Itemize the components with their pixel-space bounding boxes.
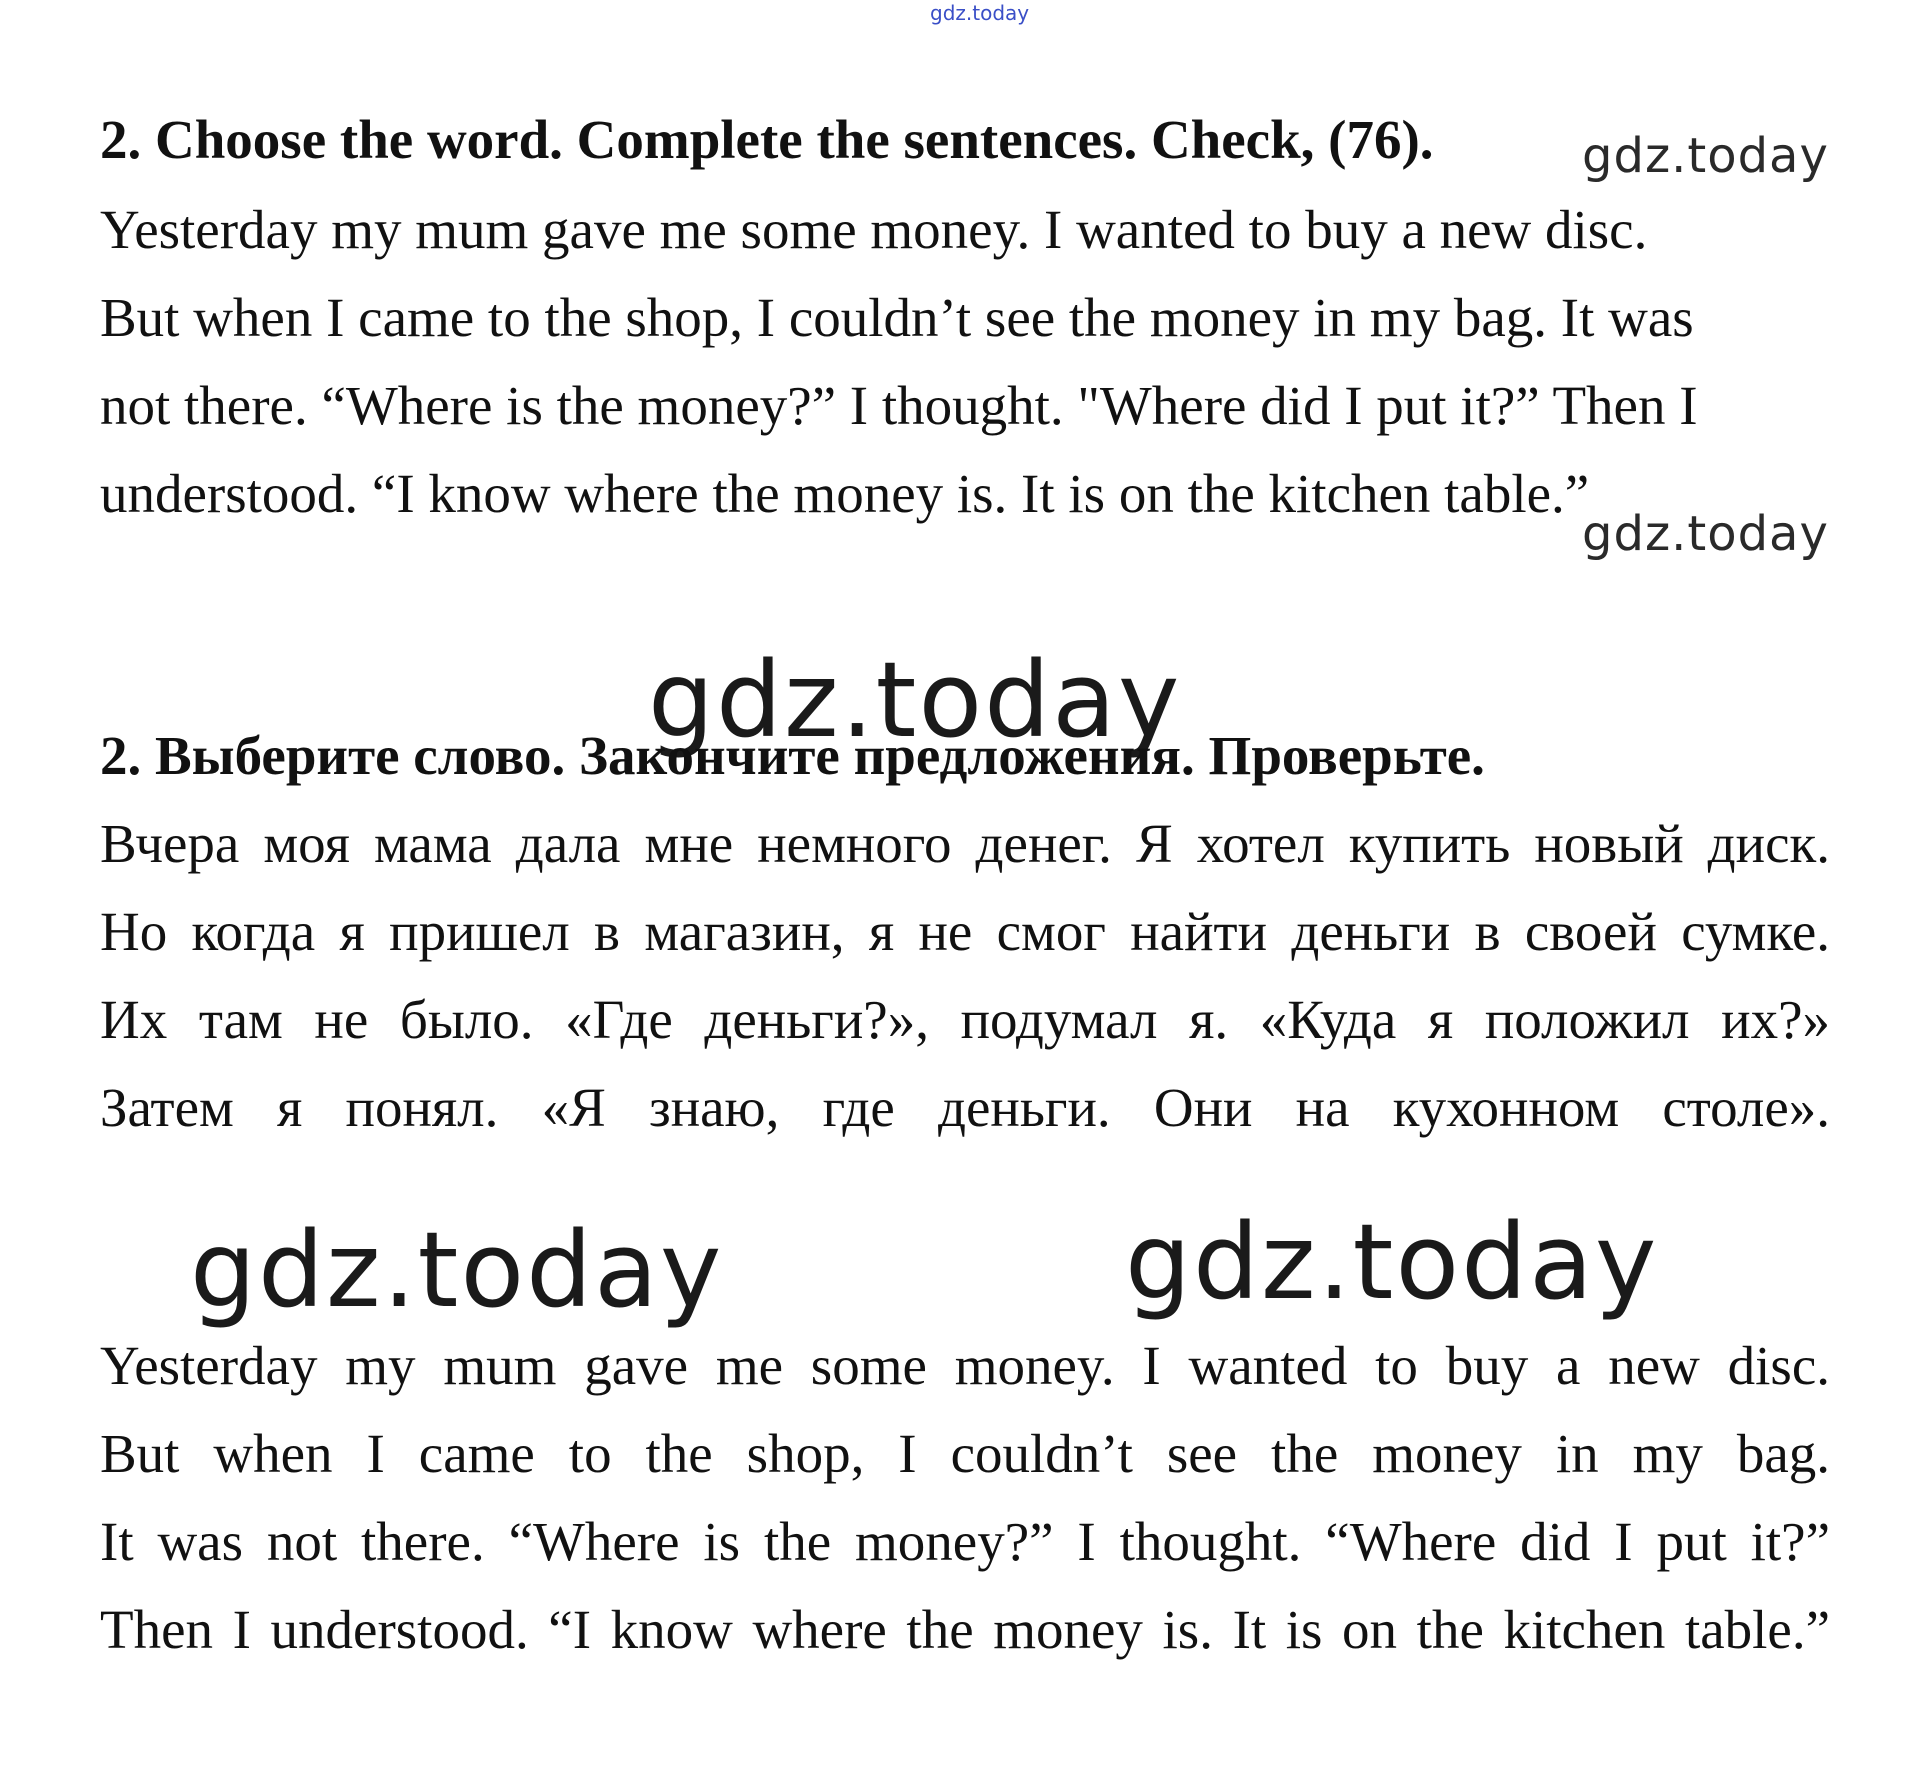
russian-task-text [100, 800, 1830, 1152]
watermark-large-1: gdz.today [648, 639, 1182, 761]
russian-line-1: Вчера моя мама дала мне немного денег. Я хотел купить новый диск. [100, 813, 1830, 874]
watermark-large-3: gdz.today [1125, 1201, 1659, 1323]
answer-line-1: Yesterday my mum gave me some money. I wanted to buy a new disc. [100, 1335, 1830, 1396]
answer-text [100, 1322, 1830, 1674]
russian-line-3: Их там не было. «Где деньги?», подумал я. «Куда я положил их?» [100, 989, 1830, 1050]
english-line-4: understood. “I know where the money is. It is on the kitchen table.” [100, 463, 1590, 524]
russian-task-heading: 2. Выберите слово. Закончите предложения. Проверьте. [100, 725, 1485, 786]
english-line-3: not there. “Where is the money?” I thought. "Where did I put it?” Then I [100, 375, 1698, 436]
english-line-1: Yesterday my mum gave me some money. I wanted to buy a new disc. [100, 199, 1648, 260]
answer-line-2: But when I came to the shop, I couldn’t see the money in my bag. [100, 1423, 1830, 1484]
answer-line-4: Then I understood. “I know where the money is. It is on the kitchen table.” [100, 1599, 1830, 1660]
answer-line-3: It was not there. “Where is the money?” I thought. “Where did I put it?” [100, 1511, 1830, 1572]
watermark-large-2: gdz.today [190, 1209, 724, 1331]
watermark-small-2: gdz.today [1582, 506, 1829, 562]
russian-line-2: Но когда я пришел в магазин, я не смог найти деньги в своей сумке. [100, 901, 1830, 962]
english-line-2: But when I came to the shop, I couldn’t see the money in my bag. It was [100, 287, 1694, 348]
russian-line-4: Затем я понял. «Я знаю, где деньги. Они на кухонном столе». [100, 1077, 1830, 1138]
watermark-small-1: gdz.today [1582, 128, 1829, 184]
english-task-heading: 2. Choose the word. Complete the sentences. Check, (76). [100, 109, 1434, 170]
watermark-top: gdz.today [930, 1, 1030, 25]
english-task-text [100, 186, 1830, 538]
